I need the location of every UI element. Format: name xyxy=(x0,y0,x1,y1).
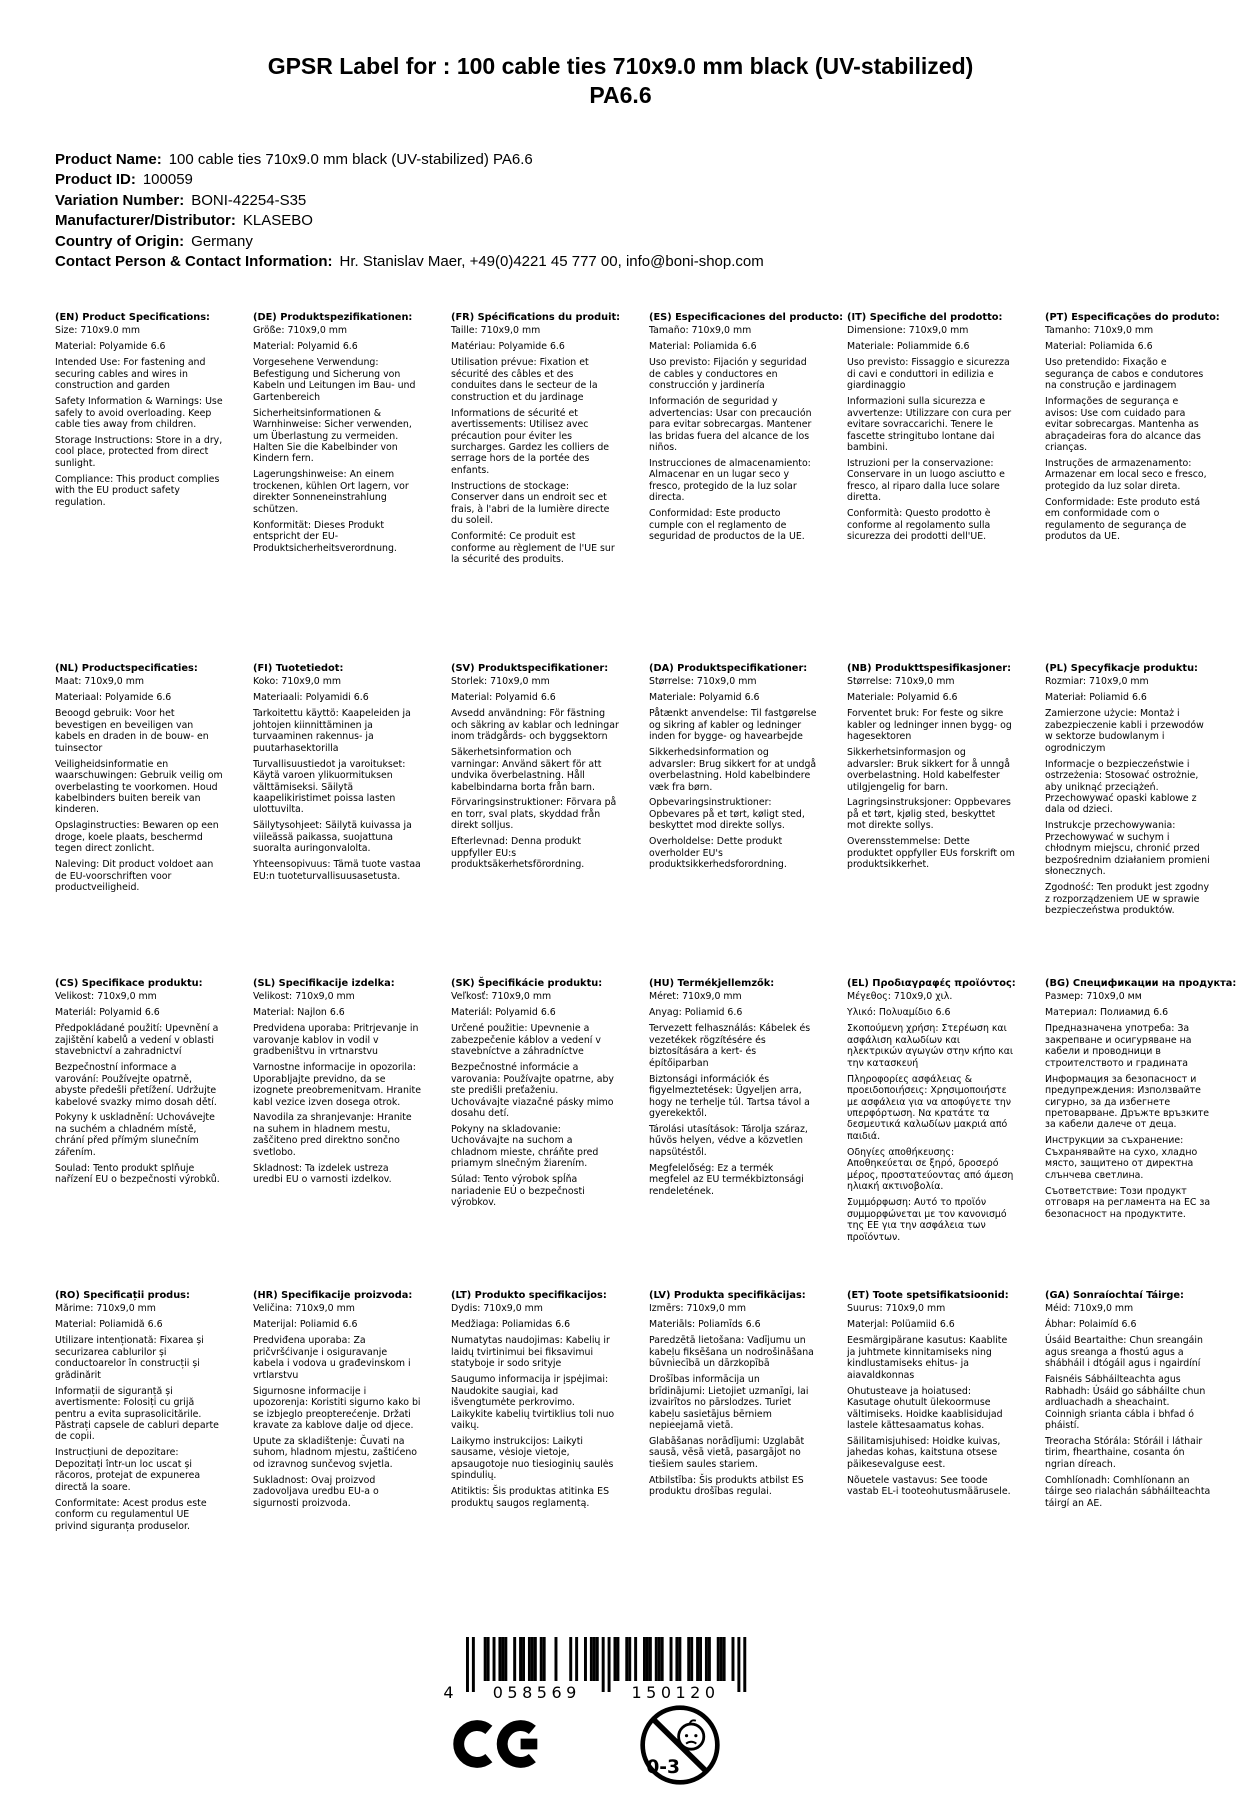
language-block-paragraph: Instruções de armazenamento: Armazenar em local seco e fresco, protegido da luz solar direta. xyxy=(1045,457,1207,492)
product-info-label: Country of Origin: xyxy=(55,232,185,250)
ce-letter-c xyxy=(459,1726,489,1763)
language-block-paragraph: Anyag: Poliamid 6.6 xyxy=(649,1007,743,1019)
language-block-paragraph: Materiaal: Polyamide 6.6 xyxy=(55,692,172,704)
language-block-paragraph: Ohutusteave ja hoiatused: Kasutage ohutult ülekoormuse vältimiseks. Hoidke kaablisidujad lastele kättesaamatus kohas. xyxy=(847,1385,1003,1431)
page-title xyxy=(100,52,1141,110)
language-block-paragraph: Instrukcje przechowywania: Przechowywać w suchym i chłodnym miejscu, chronić przed bezpośrednim działaniem promieni słonecznych. xyxy=(1045,820,1210,878)
language-block-paragraph: Instructions de stockage: Conserver dans un endroit sec et frais, à l'abri de la lumière directe du soleil. xyxy=(451,480,610,527)
language-block-title: (RO) Specificații produs: xyxy=(55,1289,190,1301)
language-block-paragraph: Predvidena uporaba: Pritrjevanje in varovanje kablov in vodil v gradbeništvu in vrtnarstvu xyxy=(253,1023,419,1058)
language-block-paragraph: Informazioni sulla sicurezza e avvertenze: Utilizzare con cura per evitare sovraccarichi. Tenere le fascette stringitubo lontane dai bambini. xyxy=(847,396,1012,453)
language-block-paragraph: Istruzioni per la conservazione: Conservare in un luogo asciutto e fresco, al riparo dalla luce solare diretta. xyxy=(847,457,1005,504)
language-block-paragraph: Materiál: Polyamid 6.6 xyxy=(451,1007,556,1019)
language-block-paragraph: Material: Polyamide 6.6 xyxy=(55,341,166,353)
language-block-paragraph: Material: Poliamida 6.6 xyxy=(1045,341,1153,353)
language-grid xyxy=(55,312,1241,1537)
language-block-paragraph: Pokyny k uskladnění: Uchovávejte na suchém a chladném místě, chrání před přímým slunečním zářením. xyxy=(55,1112,215,1158)
language-block xyxy=(649,1290,817,1537)
page-title-line2: PA6.6 xyxy=(589,81,652,108)
language-block-paragraph: Matériau: Polyamide 6.6 xyxy=(451,341,565,353)
language-block-title: (BG) Спецификации на продукта: xyxy=(1045,977,1237,989)
product-info-row xyxy=(55,232,1241,252)
language-block-paragraph: Conformità: Questo prodotto è conforme al regolamento sulla sicurezza dei prodotti dell'UE. xyxy=(847,508,991,543)
language-block-paragraph: Предназначена употреба: За закрепване и осигуряване на кабели и проводници в строителството и градината xyxy=(1045,1023,1192,1069)
product-info-label: Product ID: xyxy=(55,171,136,188)
language-block-paragraph: Σκοπούμενη χρήση: Στερέωση και ασφάλιση καλωδίων και ηλεκτρικών αγωγών στην κήπο και την κατασκευή xyxy=(847,1023,1014,1069)
language-block-paragraph: Materiał: Poliamid 6.6 xyxy=(1045,692,1147,704)
language-block xyxy=(847,978,1015,1290)
language-block-paragraph: Paredzētā lietošana: Vadījumu un kabeļu fiksēšana un nodrošināšana būvniecībā un dārzkopībā xyxy=(649,1335,814,1370)
language-block-body xyxy=(1045,676,1213,916)
language-block-paragraph: Naleving: Dit product voldoet aan de EU-voorschriften voor productveiligheid. xyxy=(55,859,214,894)
language-block-paragraph: Biztonsági információk és figyelmeztetések: Ügyeljen arra, hogy ne terhelje túl. Tartsa távol a gyerekektől. xyxy=(649,1073,810,1119)
language-block-paragraph: Safety Information & Warnings: Use safely to avoid overloading. Keep cable ties away from children. xyxy=(55,396,223,431)
language-block-paragraph: Veiligheidsinformatie en waarschuwingen: Gebruik veilig om overbelasting te voorkomen. Houd kabelbinders buiten bereik van kinderen. xyxy=(55,758,223,816)
language-block-paragraph: Materiál: Polyamid 6.6 xyxy=(55,1007,160,1019)
language-block-paragraph: Instrucciones de almacenamiento: Almacenar en un lugar seco y fresco, protegido de la luz solar directa. xyxy=(649,457,811,504)
language-block-paragraph: Nõuetele vastavus: See toode vastab EL-i tooteohutusmäärusele. xyxy=(847,1474,1011,1498)
barcode-digits: 058569 xyxy=(492,1683,581,1702)
language-block-paragraph: Megfelelőség: Ez a termék megfelel az EU termékbiztonsági rendeletének. xyxy=(649,1162,804,1197)
language-block xyxy=(847,663,1015,978)
language-block-paragraph: Faisnéis Sábháilteachta agus Rabhadh: Úsáid go sábháilte chun ardluachadh a sheachaint. Coinnigh srianta cábla i bhfad ó pháistí. xyxy=(1045,1374,1206,1431)
language-block-paragraph: Utilisation prévue: Fixation et sécurité des câbles et des conduites dans le secteur de la construction et du jardinage xyxy=(451,357,598,403)
language-block-title: (SL) Specifikacije izdelka: xyxy=(253,977,395,989)
language-block-body xyxy=(1045,325,1213,542)
baby-eye-left xyxy=(685,1734,688,1737)
language-block-paragraph: Soulad: Tento produkt splňuje nařízení EU o bezpečnosti výrobků. xyxy=(55,1162,220,1186)
product-info-label: Manufacturer/Distributor: xyxy=(55,212,236,229)
language-block-paragraph: Varnostne informacije in opozorila: Uporabljajte previdno, da se izognete preobremenitvam. Hranite kabl vezice izven dosega otrok. xyxy=(253,1062,421,1108)
language-block-body xyxy=(55,676,223,893)
language-block-paragraph: Opslaginstructies: Bewaren op een droge, koele plaats, beschermd tegen direct zonlicht. xyxy=(55,820,219,855)
product-info xyxy=(55,150,1241,272)
language-block-paragraph: Méret: 710x9,0 mm xyxy=(649,991,742,1003)
language-block-body xyxy=(649,1303,817,1498)
language-block-paragraph: Συμμόρφωση: Αυτό το προϊόν συμμορφώνεται με τον κανονισμό της ΕΕ για την ασφάλεια των προϊόντων. xyxy=(847,1197,1007,1243)
language-block-paragraph: Atitiktis: Šis produktas atitinka ES produktų saugos reglamentą. xyxy=(451,1486,610,1509)
language-block-paragraph: Veľkosť: 710x9,0 mm xyxy=(451,991,552,1003)
language-block-paragraph: Informations de sécurité et avertissements: Utilisez avec précaution pour éviter les surcharges. Gardez les colliers de serrage hors de la portée des enfants. xyxy=(451,407,610,476)
page-title-line1: GPSR Label for : 100 cable ties 710x9.0 mm black (UV-stabilized) xyxy=(267,53,974,79)
language-block-paragraph: Informații de siguranță și avertismente: Folosiți cu grijă pentru a evita suprasolicitările. Păstrați capsele de cabluri departe de copii. xyxy=(55,1385,219,1443)
language-block-paragraph: Sikkerhetsinformasjon og advarsler: Bruk sikkert for å unngå overbelastning. Hold kabelfester utilgjengelig for barn. xyxy=(847,747,1010,793)
language-block-paragraph: Uso pretendido: Fixação e segurança de cabos e condutores na construção e jardinagem xyxy=(1045,357,1204,392)
language-block-paragraph: Størrelse: 710x9,0 mm xyxy=(847,676,955,688)
language-block-paragraph: Información de seguridad y advertencias: Usar con precaución para evitar sobrecargas. Mantener las bridas fuera del alcance de los niños. xyxy=(649,396,812,453)
language-block-paragraph: Utilizare intenționată: Fixarea și securizarea cablurilor și conductoarelor în construcții și grădinărit xyxy=(55,1335,204,1381)
language-block-paragraph: Comhlíonadh: Comhlíonann an táirge seo rialachán sábháilteachta táirgí an AE. xyxy=(1045,1474,1211,1509)
language-block-paragraph: Dimensione: 710x9,0 mm xyxy=(847,325,969,337)
product-info-row xyxy=(55,170,1241,190)
language-block-paragraph: Taille: 710x9,0 mm xyxy=(451,325,541,337)
language-block-body xyxy=(649,676,817,871)
language-block-paragraph: Skladnost: Ta izdelek ustreza uredbi EU o varnosti izdelkov. xyxy=(253,1162,392,1186)
language-block-paragraph: Upute za skladištenje: Čuvati na suhom, hladnom mjestu, zaštićeno od izravnog sunčevog svjetla. xyxy=(253,1435,418,1470)
product-info-label: Contact Person & Contact Information: xyxy=(55,253,333,270)
language-block-title: (NL) Productspecificaties: xyxy=(55,662,198,674)
language-block-body xyxy=(847,676,1015,871)
language-block xyxy=(649,978,817,1290)
language-block-title: (CS) Specifikace produktu: xyxy=(55,977,203,989)
language-block-paragraph: Информация за безопасност и предупреждения: Използвайте сигурно, за да избегнете претоварване. Дръжте връзките за кабели далече от деца. xyxy=(1045,1073,1210,1131)
barcode-digits: 150120 xyxy=(631,1683,720,1702)
language-block-paragraph: Zamierzone użycie: Montaż i zabezpieczenie kabli i przewodów w sektorze budowlanym i ogrodniczym xyxy=(1045,708,1204,754)
footer-area xyxy=(0,1627,1241,1806)
language-block-body xyxy=(451,676,619,871)
language-block xyxy=(55,1290,223,1537)
language-block-paragraph: Velikost: 710x9,0 mm xyxy=(253,991,355,1003)
language-block-paragraph: Förvaringsinstruktioner: Förvara på en torr, sval plats, skyddad från direkt solljus. xyxy=(451,797,617,832)
product-info-row xyxy=(55,150,1241,170)
language-block-paragraph: Informações de segurança e avisos: Use com cuidado para evitar sobrecargas. Mantenha as abraçadeiras fora do alcance das crianças. xyxy=(1045,396,1201,453)
language-block-body xyxy=(847,991,1015,1243)
language-block xyxy=(649,311,844,663)
language-block-paragraph: Méid: 710x9,0 mm xyxy=(1045,1303,1134,1315)
language-block-paragraph: Overholdelse: Dette produkt overholder EU's produktsikkerhedsforordning. xyxy=(649,836,787,871)
language-block-body xyxy=(847,1303,1015,1498)
product-info-row xyxy=(55,211,1241,231)
language-block xyxy=(847,1290,1015,1537)
language-block-paragraph: Påtænkt anvendelse: Til fastgørelse og sikring af kabler og ledninger inden for bygge- og havearbejde xyxy=(649,708,817,743)
language-block-paragraph: Säilytysohjeet: Säilytä kuivassa ja viileässä paikassa, suojattuna suoralta auringonvalolta. xyxy=(253,820,412,855)
language-block-paragraph: Turvallisuustiedot ja varoitukset: Käytä varoen ylikuormituksen välttämiseksi. Säilytä kaapelikiristimet poissa lasten ulottuvilta. xyxy=(253,758,406,816)
language-block-paragraph: Koko: 710x9,0 mm xyxy=(253,676,341,688)
product-info-value: Germany xyxy=(191,232,253,250)
language-block-paragraph: Úsáid Beartaithe: Chun sreangáin agus sreanga a fhostú agus a shábháil i dtógáil agus i ngairdíní xyxy=(1045,1335,1203,1370)
language-block-paragraph: Οδηγίες αποθήκευσης: Αποθηκεύεται σε ξηρό, δροσερό μέρος, προστατεύοντας από άμεση ηλιακή ακτινοβολία. xyxy=(847,1146,1014,1193)
language-block-paragraph: Materijal: Poliamid 6.6 xyxy=(253,1319,358,1331)
language-block xyxy=(253,1290,421,1537)
language-block-paragraph: Konformität: Dieses Produkt entspricht der EU-Produktsicherheitsverordnung. xyxy=(253,519,397,554)
language-block-body xyxy=(451,325,619,565)
language-block-paragraph: Sigurnosne informacije i upozorenja: Koristiti sigurno kako bi se izbjeglo preopterećenje. Držati kravate za kablove dalje od djece. xyxy=(253,1385,421,1431)
language-block-paragraph: Eesmärgipärane kasutus: Kaablite ja juhtmete kinnitamiseks ning kindlustamiseks ehitus- ja aiavaldkonnas xyxy=(847,1335,1008,1381)
language-block-paragraph: Conformitate: Acest produs este conform cu regulamentul UE privind siguranța produselor. xyxy=(55,1497,207,1532)
language-block-title: (GA) Sonraíochtaí Táirge: xyxy=(1045,1289,1184,1301)
language-block-paragraph: Tárolási utasítások: Tárolja száraz, hűvös helyen, védve a közvetlen napsütéstől. xyxy=(649,1123,808,1158)
language-block-body xyxy=(55,325,223,508)
language-block-paragraph: Forventet bruk: For feste og sikre kabler og ledninger innen bygg- og hagesektoren xyxy=(847,708,1012,743)
barcode xyxy=(440,1637,746,1703)
language-block-paragraph: Veličina: 710x9,0 mm xyxy=(253,1303,355,1315)
language-block xyxy=(451,1290,619,1537)
language-block-paragraph: Bezpečnostní informace a varování: Používejte opatrně, abyste předešli přetížení. Udržujte kabelové svazky mimo dosah dětí. xyxy=(55,1062,217,1108)
product-info-label: Product Name: xyxy=(55,150,162,168)
language-block xyxy=(253,978,421,1290)
language-block xyxy=(451,312,619,663)
language-block xyxy=(55,312,223,663)
language-block-paragraph: Súlad: Tento výrobok spĺňa nariadenie EÚ o bezpečnosti výrobkov. xyxy=(451,1174,585,1209)
language-block-paragraph: Rozmiar: 710x9,0 mm xyxy=(1045,676,1149,688)
baby-frown xyxy=(686,1742,696,1744)
language-block-title: (HR) Specifikacije proizvoda: xyxy=(253,1289,413,1301)
product-info-row xyxy=(55,252,1241,272)
language-block-paragraph: Předpokládané použití: Upevnění a zajištění kabelů a vedení v oblasti stavebnictví a zahradnictví xyxy=(55,1023,219,1058)
language-block-paragraph: Storage Instructions: Store in a dry, cool place, protected from direct sunlight. xyxy=(55,435,223,469)
language-block-paragraph: Drošības informācija un brīdinājumi: Lietojiet uzmanīgi, lai izvairītos no pārslodzes. Turiet kabeļu sasietājus bērniem nepieejamā vietā. xyxy=(649,1374,809,1431)
language-block-body xyxy=(649,325,817,542)
language-block-paragraph: Treoracha Stórála: Stóráil i láthair tirim, fhearthaine, cosanta ón ngrian díreach. xyxy=(1045,1435,1203,1470)
language-block-paragraph: Materiale: Poliammide 6.6 xyxy=(847,341,970,353)
product-info-value: BONI-42254-S35 xyxy=(191,191,307,209)
language-block-paragraph: Material: Polyamid 6.6 xyxy=(451,692,556,704)
language-block-paragraph: Sikkerhedsinformation og advarsler: Brug sikkert for at undgå overbelastning. Hold kabelbindere væk fra børn. xyxy=(649,747,817,793)
language-block-paragraph: Materjal: Polüamiid 6.6 xyxy=(847,1319,955,1331)
language-block-paragraph: Инструкции за съхранение: Съхранявайте на сухо, хладно място, защитено от директна слънчева светлина. xyxy=(1045,1135,1198,1181)
language-block-paragraph: Material: Poliamidă 6.6 xyxy=(55,1319,163,1331)
language-block-paragraph: Υλικό: Πολυαμίδιο 6.6 xyxy=(847,1007,951,1019)
language-block-title: (DE) Produktspezifikationen: xyxy=(253,311,413,323)
language-block-paragraph: Lagerungshinweise: An einem trockenen, kühlen Ort lagern, vor direkter Sonneneinstrahlung schützen. xyxy=(253,469,409,515)
language-block-paragraph: Navodila za shranjevanje: Hranite na suhem in hladnem mestu, zaščiteno pred direktno sončno svetlobo. xyxy=(253,1112,412,1158)
language-block-title: (ET) Toote spetsifikatsioonid: xyxy=(847,1289,1009,1301)
language-block-title: (IT) Specifiche del prodotto: xyxy=(847,311,1003,323)
language-block-paragraph: Sukladnost: Ovaj proizvod zadovoljava uredbu EU-a o sigurnosti proizvoda. xyxy=(253,1474,379,1509)
language-block-paragraph: Pokyny na skladovanie: Uchovávajte na suchom a chladnom mieste, chráňte pred priamym slnečným žiarením. xyxy=(451,1123,599,1170)
language-block-paragraph: Materiāls: Poliamīds 6.6 xyxy=(649,1319,761,1331)
product-info-value: Hr. Stanislav Maer, +49(0)4221 45 777 00, info@boni-shop.com xyxy=(339,253,764,270)
language-block-body xyxy=(451,1303,619,1509)
language-block-paragraph: Tarkoitettu käyttö: Kaapeleiden ja johtojen kiinnittäminen ja turvaaminen rakennus- ja puutarhasektorilla xyxy=(253,708,411,754)
language-block xyxy=(55,978,223,1290)
language-block-body xyxy=(649,991,817,1197)
language-block-title: (PL) Specyfikacje produktu: xyxy=(1045,662,1198,674)
ce-mark-icon xyxy=(452,1712,544,1776)
language-block-paragraph: Saugumo informacija ir įspėjimai: Naudokite saugiai, kad išvengtumėte perkrovimo. Laikykite kabelių tvirtiklius toli nuo vaikų. xyxy=(451,1374,615,1431)
language-block-paragraph: Izmērs: 710x9,0 mm xyxy=(649,1303,747,1315)
product-info-value: 100 cable ties 710x9.0 mm black (UV-stabilized) PA6.6 xyxy=(168,150,533,168)
language-block-paragraph: Určené použitie: Upevnenie a zabezpečenie káblov a vedení v stavebníctve a záhradníctve xyxy=(451,1023,601,1058)
language-block-paragraph: Tervezett felhasználás: Kábelek és vezetékek rögzítésére és biztosítására a kert- és építőiparban xyxy=(649,1023,811,1069)
language-block-paragraph: Instrucțiuni de depozitare: Depozitați într-un loc uscat și răcoros, protejat de expunerea directă la soare. xyxy=(55,1447,201,1493)
language-block-paragraph: Conformidad: Este producto cumple con el reglamento de seguridad de productos de la UE. xyxy=(649,508,805,543)
language-block xyxy=(55,663,223,978)
language-block-title: (EN) Product Specifications: xyxy=(55,311,210,323)
product-info-value: 100059 xyxy=(142,171,193,188)
language-block-title: (ES) Especificaciones del producto: xyxy=(649,311,844,323)
gpsr-label-page xyxy=(0,52,1241,1806)
language-block-paragraph: Πληροφορίες ασφάλειας & προειδοποιήσεις: Χρησιμοποιήστε με ασφάλεια για να αποφύγετε την υπερφόρτωση. Να κρατάτε τα δεσμευτικά καλωδίων μακριά από παιδιά. xyxy=(847,1073,1012,1142)
language-block-paragraph: Съответствие: Този продукт отговаря на регламента на ЕС за безопасност на продуктите. xyxy=(1045,1185,1211,1220)
language-block-title: (LT) Produkto specifikacijos: xyxy=(451,1289,607,1301)
language-block-paragraph: Materiale: Polyamid 6.6 xyxy=(649,692,760,704)
language-block-body xyxy=(451,991,619,1208)
language-block-paragraph: Predviđena uporaba: Za pričvršćivanje i osiguravanje kabela i vodova u građevinskom i vrtlarstvu xyxy=(253,1335,411,1381)
language-block-title: (FR) Spécifications du produit: xyxy=(451,311,621,323)
language-block-body xyxy=(55,1303,223,1532)
language-block-paragraph: Conformidade: Este produto está em conformidade com o regulamento de segurança de produtos da UE. xyxy=(1045,496,1201,543)
language-block-paragraph: Efterlevnad: Denna produkt uppfyller EU:s produktsäkerhetsförordning. xyxy=(451,836,585,871)
language-block-paragraph: Informacje o bezpieczeństwie i ostrzeżenia: Stosować ostrożnie, aby uniknąć przeciążeń. Przechowywać opaski kablowe z dala od dzieci. xyxy=(1045,758,1199,816)
language-block-paragraph: Numatytas naudojimas: Kabelių ir laidų tvirtinimui bei fiksavimui statyboje ir sodo srityje xyxy=(451,1335,610,1370)
language-block-title: (FI) Tuotetiedot: xyxy=(253,662,344,674)
language-block-paragraph: Laikymo instrukcijos: Laikyti sausame, vėsioje vietoje, apsaugotoje nuo tiesioginių saulės spindulių. xyxy=(451,1435,614,1482)
language-block-paragraph: Størrelse: 710x9,0 mm xyxy=(649,676,757,688)
language-block xyxy=(451,663,619,978)
language-block-paragraph: Uso previsto: Fijación y seguridad de cables y conductores en construcción y jardinería xyxy=(649,357,807,392)
language-block-paragraph: Lagringsinstruksjoner: Oppbevares på et tørt, kjølig sted, beskyttet mot direkte sollys. xyxy=(847,797,1011,832)
age-range-label: 0-3 xyxy=(646,1757,681,1778)
language-block-body xyxy=(1045,1303,1213,1509)
language-block-body xyxy=(253,325,421,554)
language-block-paragraph: Vorgesehene Verwendung: Befestigung und Sicherung von Kabeln und Leitungen im Bau- und Gartenbereich xyxy=(253,357,416,403)
language-block-paragraph: Dydis: 710x9,0 mm xyxy=(451,1303,543,1315)
language-block-paragraph: Размер: 710x9,0 мм xyxy=(1045,991,1142,1003)
language-block xyxy=(1045,1290,1213,1537)
language-block xyxy=(253,663,421,978)
language-block-title: (SK) Špecifikácie produktu: xyxy=(451,977,603,989)
language-block xyxy=(1045,663,1213,978)
language-block-paragraph: Material: Poliamida 6.6 xyxy=(649,341,757,353)
language-block-paragraph: Glabāšanas norādījumi: Uzglabāt sausā, vēsā vietā, pasargājot no tiešiem saules stariem. xyxy=(649,1435,805,1470)
language-block-body xyxy=(55,991,223,1186)
language-block xyxy=(253,312,421,663)
language-block-paragraph: Size: 710x9.0 mm xyxy=(55,325,140,337)
baby-eye-right xyxy=(694,1734,697,1737)
language-block-paragraph: Μέγεθος: 710x9,0 χιλ. xyxy=(847,991,953,1003)
language-block-paragraph: Suurus: 710x9,0 mm xyxy=(847,1303,946,1315)
language-block-paragraph: Größe: 710x9,0 mm xyxy=(253,325,348,337)
language-block-paragraph: Säkerhetsinformation och varningar: Använd säkert för att undvika överbelastning. Håll kabelbindarna borta från barn. xyxy=(451,747,602,793)
language-block-title: (EL) Προδιαγραφές προϊόντος: xyxy=(847,977,1016,989)
language-block-body xyxy=(253,991,421,1186)
language-block-title: (DA) Produktspecifikationer: xyxy=(649,662,808,674)
language-block-paragraph: Material: Polyamid 6.6 xyxy=(253,341,358,353)
language-block-paragraph: Conformité: Ce produit est conforme au règlement de l'UE sur la sécurité des produits. xyxy=(451,531,615,566)
language-block-paragraph: Overensstemmelse: Dette produktet oppfyller EUs forskrift om produktsikkerhet. xyxy=(847,836,1015,871)
language-block xyxy=(649,663,817,978)
language-block-title: (SV) Produktspecifikationer: xyxy=(451,662,609,674)
language-block-paragraph: Materiaali: Polyamidi 6.6 xyxy=(253,692,369,704)
language-block-title: (NB) Produkttspesifikasjoner: xyxy=(847,662,1011,674)
language-block xyxy=(1045,311,1220,663)
language-block-title: (LV) Produkta specifikācijas: xyxy=(649,1289,806,1301)
language-block-paragraph: Storlek: 710x9,0 mm xyxy=(451,676,550,688)
language-block-body xyxy=(1045,991,1213,1220)
product-info-row xyxy=(55,191,1241,211)
language-block-paragraph: Atbilstība: Šis produkts atbilst ES produktu drošības regulai. xyxy=(649,1474,804,1498)
language-block-title: (PT) Especificações do produto: xyxy=(1045,311,1220,323)
language-block-paragraph: Material: Najlon 6.6 xyxy=(253,1007,345,1019)
language-block-paragraph: Uso previsto: Fissaggio e sicurezza di cavi e conduttori in edilizia e giardinaggio xyxy=(847,357,1010,392)
language-block-paragraph: Opbevaringsinstruktioner: Opbevares på et tørt, køligt sted, beskyttet mod direkte sollys. xyxy=(649,797,805,832)
age-warning-0-3-icon xyxy=(638,1703,722,1787)
language-block-paragraph: Yhteensopivuus: Tämä tuote vastaa EU:n tuoteturvallisuusasetusta. xyxy=(253,859,421,882)
language-block-paragraph: Материал: Полиамид 6.6 xyxy=(1045,1007,1169,1019)
product-info-value: KLASEBO xyxy=(242,212,313,229)
language-block-paragraph: Tamaño: 710x9,0 mm xyxy=(649,325,752,337)
language-block-paragraph: Tamanho: 710x9,0 mm xyxy=(1045,325,1154,337)
language-block-paragraph: Velikost: 710x9,0 mm xyxy=(55,991,157,1003)
language-block-paragraph: Intended Use: For fastening and securing cables and wires in construction and garden xyxy=(55,357,206,392)
barcode-digits: 4 xyxy=(443,1683,458,1702)
language-block-paragraph: Avsedd användning: För fästning och säkring av kablar och ledningar inom trädgårds- och byggsektorn xyxy=(451,708,619,743)
language-block-paragraph: Compliance: This product complies with the EU product safety regulation. xyxy=(55,473,220,508)
language-block-paragraph: Materiale: Polyamid 6.6 xyxy=(847,692,958,704)
language-block-paragraph: Beoogd gebruik: Voor het bevestigen en beveiligen van kabels en draden in de bouw- en tuinsector xyxy=(55,708,209,754)
language-block-body xyxy=(253,676,421,882)
language-block-paragraph: Säilitamisjuhised: Hoidke kuivas, jahedas kohas, kaitstuna otsese päikesevalguse eest. xyxy=(847,1435,1001,1470)
language-block xyxy=(847,312,1015,663)
language-block xyxy=(451,978,619,1290)
language-block-title: (HU) Termékjellemzők: xyxy=(649,977,775,989)
language-block-paragraph: Mărime: 710x9,0 mm xyxy=(55,1303,156,1315)
product-info-label: Variation Number: xyxy=(55,191,185,209)
language-block-paragraph: Ábhar: Polaimíd 6.6 xyxy=(1045,1319,1137,1331)
language-block-paragraph: Medžiaga: Poliamidas 6.6 xyxy=(451,1319,571,1331)
language-block-paragraph: Zgodność: Ten produkt jest zgodny z rozporządzeniem UE w sprawie bezpieczeństwa produktów. xyxy=(1045,882,1210,917)
language-block-body xyxy=(847,325,1015,542)
language-block-paragraph: Sicherheitsinformationen & Warnhinweise: Sicher verwenden, um Überlastung zu vermeiden. Halten Sie die Kabelbinder von Kindern fern. xyxy=(253,407,412,465)
language-block-paragraph: Maat: 710x9,0 mm xyxy=(55,676,144,688)
language-block-body xyxy=(253,1303,421,1509)
language-block xyxy=(1045,977,1237,1290)
language-block-paragraph: Bezpečnostné informácie a varovania: Používajte opatrne, aby ste predišli preťaženiu. Uchovávajte viazačné pásky mimo dosahu detí. xyxy=(451,1062,614,1119)
